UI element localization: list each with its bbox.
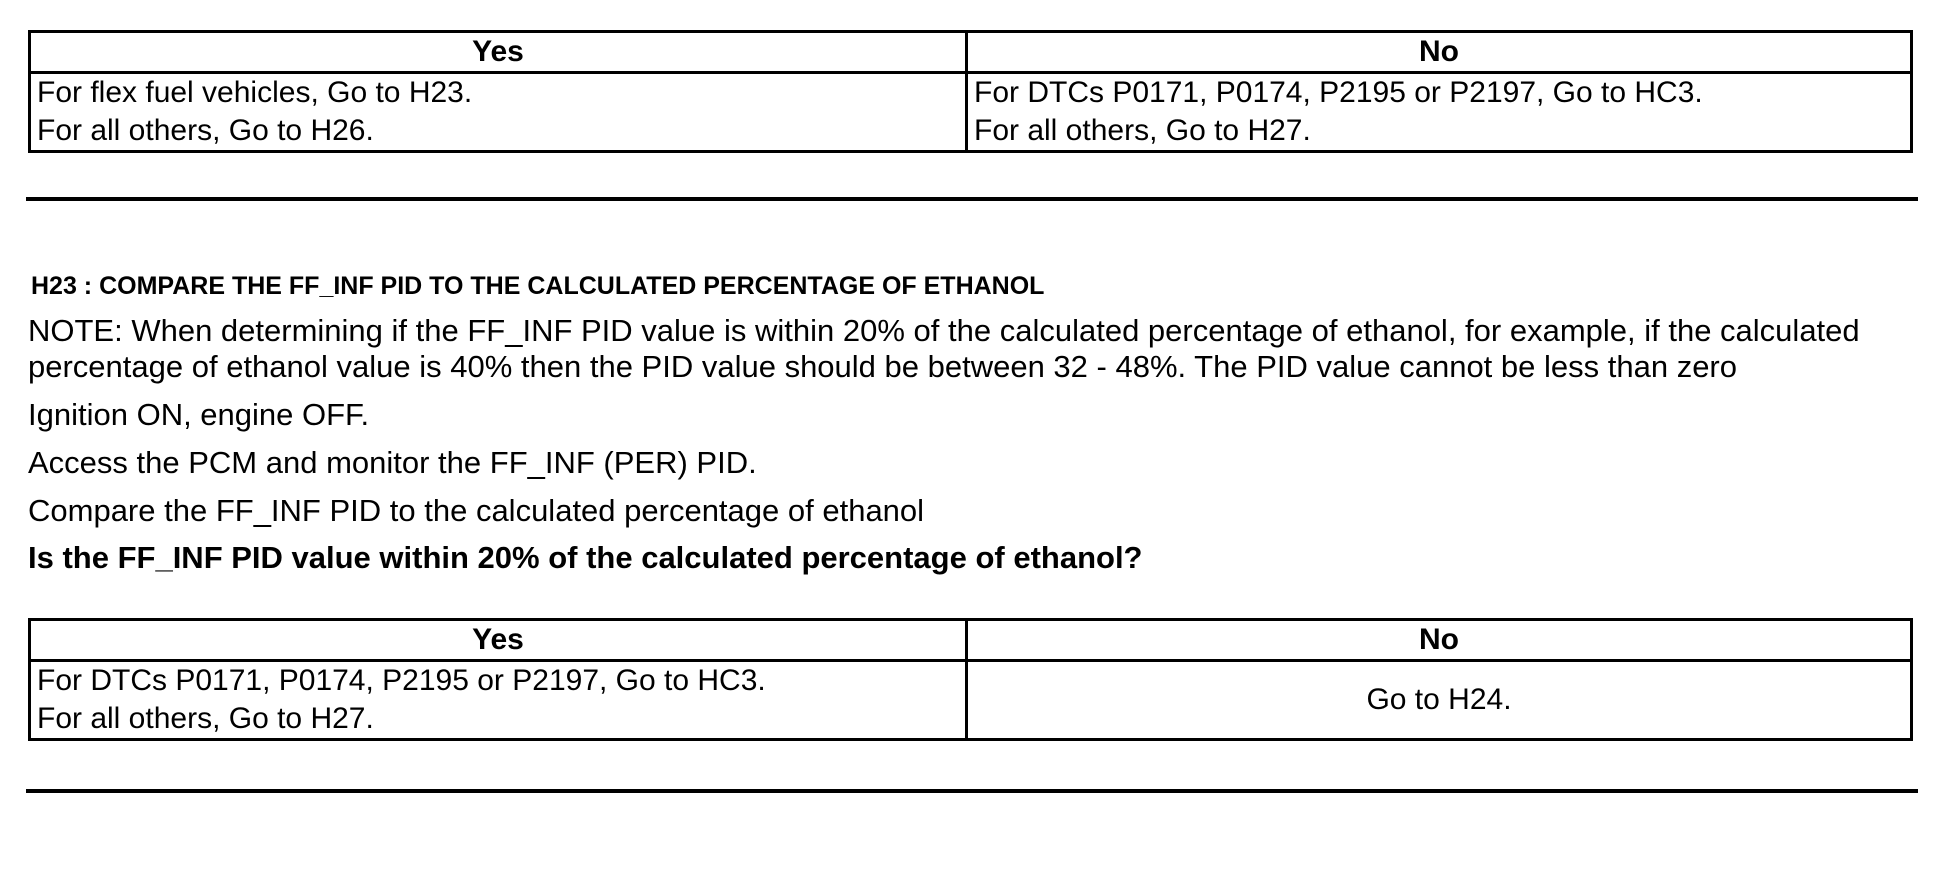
no-cell: Go to H24. (967, 661, 1912, 740)
yes-line: For all others, Go to H26. (37, 114, 374, 147)
yes-line: For all others, Go to H27. (37, 702, 374, 735)
yes-cell (30, 661, 967, 740)
document-page (28, 30, 1916, 793)
result-table-previous-step (28, 30, 1913, 153)
result-table-h23 (28, 618, 1913, 741)
yes-line: For DTCs P0171, P0174, P2195 or P2197, Go to HC3. (37, 664, 766, 697)
yes-cell (30, 73, 967, 152)
step-question: Is the FF_INF PID value within 20% of the calculated percentage of ethanol? (28, 540, 1143, 575)
section-divider (26, 197, 1918, 201)
no-cell (967, 73, 1912, 152)
step-instruction: Ignition ON, engine OFF. (28, 397, 370, 432)
no-header: No (967, 32, 1912, 73)
yes-header: Yes (30, 620, 967, 661)
no-line: For DTCs P0171, P0174, P2195 or P2197, Go to HC3. (974, 76, 1703, 109)
yes-header: Yes (30, 32, 967, 73)
no-header: No (967, 620, 1912, 661)
step-title: H23 : COMPARE THE FF_INF PID TO THE CALCULATED PERCENTAGE OF ETHANOL (31, 272, 1045, 300)
yes-line: For flex fuel vehicles, Go to H23. (37, 76, 473, 109)
step-note: NOTE: When determining if the FF_INF PID value is within 20% of the calculated percentage of ethanol, for example, if the calculated percentage of ethanol value is 40% then the PID value should be between 32 - 48%. The PID value cannot be less than zero (28, 313, 1860, 384)
step-instruction: Compare the FF_INF PID to the calculated percentage of ethanol (28, 493, 925, 528)
section-divider (26, 789, 1918, 793)
step-instruction: Access the PCM and monitor the FF_INF (PER) PID. (28, 445, 757, 480)
no-line: For all others, Go to H27. (974, 114, 1311, 147)
